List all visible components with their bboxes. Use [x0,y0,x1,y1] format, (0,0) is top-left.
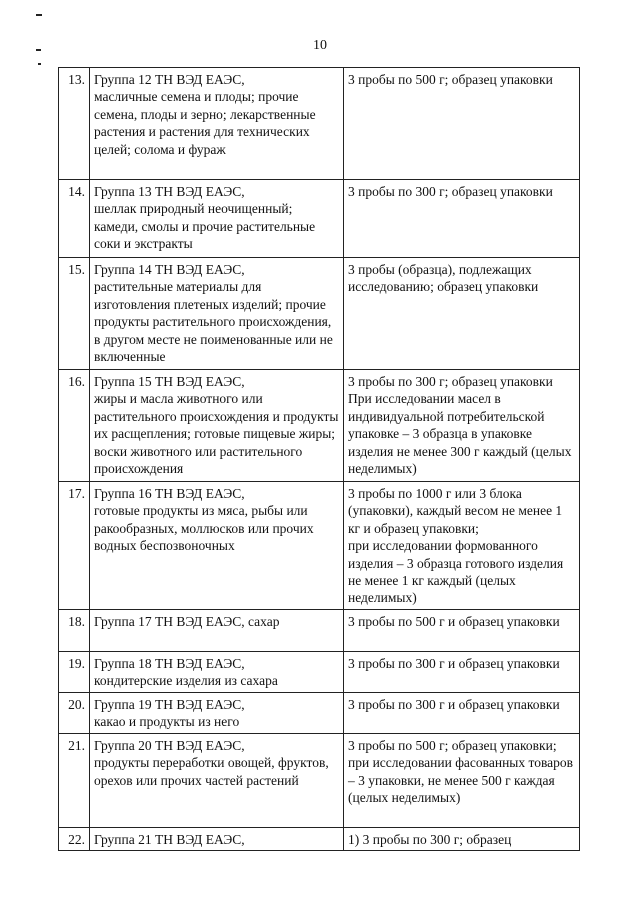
row-number: 13. [59,68,90,180]
sample-requirement: 3 пробы по 500 г; образец упаковки [344,68,580,180]
table-row [59,68,580,180]
row-number: 17. [59,482,90,610]
product-group: Группа 14 ТН ВЭД ЕАЭС, растительные материалы для изготовления плетеных изделий; прочие продукты растительного происхождения, в другом месте не поименованные или не включенные [90,258,344,370]
scan-speck [38,63,41,65]
scan-speck [36,14,42,16]
row-number: 22. [59,828,90,851]
product-group: Группа 15 ТН ВЭД ЕАЭС, жиры и масла животного или растительного происхождения и продукты их расщепления; готовые пищевые жиры; воски животного или растительного происхождения [90,370,344,482]
table-row [59,370,580,482]
product-group: Группа 18 ТН ВЭД ЕАЭС, кондитерские изделия из сахара [90,652,344,693]
row-number: 21. [59,734,90,828]
table-row [59,652,580,693]
sample-requirement: 1) 3 пробы по 300 г; образец [344,828,580,851]
table-row [59,828,580,851]
sample-requirement: 3 пробы (образца), подлежащих исследованию; образец упаковки [344,258,580,370]
table-row [59,734,580,828]
row-number: 20. [59,693,90,734]
sample-requirement: 3 пробы по 1000 г или 3 блока (упаковки), каждый весом не менее 1 кг и образец упаковки; при исследовании формованного изделия – 3 образца готового изделия не менее 1 кг каждый (целых неделимых) [344,482,580,610]
table-row [59,258,580,370]
product-group: Группа 17 ТН ВЭД ЕАЭС, сахар [90,610,344,652]
row-number: 18. [59,610,90,652]
row-number: 14. [59,180,90,258]
scan-speck [36,49,41,51]
product-group: Группа 20 ТН ВЭД ЕАЭС, продукты переработки овощей, фруктов, орехов или прочих частей растений [90,734,344,828]
sample-requirement: 3 пробы по 300 г и образец упаковки [344,652,580,693]
sample-requirement: 3 пробы по 300 г; образец упаковки [344,180,580,258]
sample-requirement: 3 пробы по 300 г и образец упаковки [344,693,580,734]
table-row [59,610,580,652]
product-group: Группа 12 ТН ВЭД ЕАЭС, масличные семена и плоды; прочие семена, плоды и зерно; лекарственные растения и растения для технических целей; солома и фураж [90,68,344,180]
page-number: 10 [313,38,327,53]
table-body [59,68,580,851]
product-group: Группа 13 ТН ВЭД ЕАЭС, шеллак природный неочищенный; камеди, смолы и прочие растительные соки и экстракты [90,180,344,258]
product-group: Группа 21 ТН ВЭД ЕАЭС, [90,828,344,851]
table-row [59,693,580,734]
sample-requirement: 3 пробы по 500 г и образец упаковки [344,610,580,652]
samples-table [58,67,580,851]
product-group: Группа 16 ТН ВЭД ЕАЭС, готовые продукты из мяса, рыбы или ракообразных, моллюсков или прочих водных беспозвоночных [90,482,344,610]
row-number: 19. [59,652,90,693]
sample-requirement: 3 пробы по 500 г; образец упаковки; при исследовании фасованных товаров – 3 упаковки, не менее 500 г каждая (целых неделимых) [344,734,580,828]
sample-requirement: 3 пробы по 300 г; образец упаковки При исследовании масел в индивидуальной потребительской упаковке – 3 образца в упаковке изделия не менее 300 г каждый (целых неделимых) [344,370,580,482]
product-group: Группа 19 ТН ВЭД ЕАЭС, какао и продукты из него [90,693,344,734]
row-number: 16. [59,370,90,482]
table-row [59,482,580,610]
row-number: 15. [59,258,90,370]
table-row [59,180,580,258]
